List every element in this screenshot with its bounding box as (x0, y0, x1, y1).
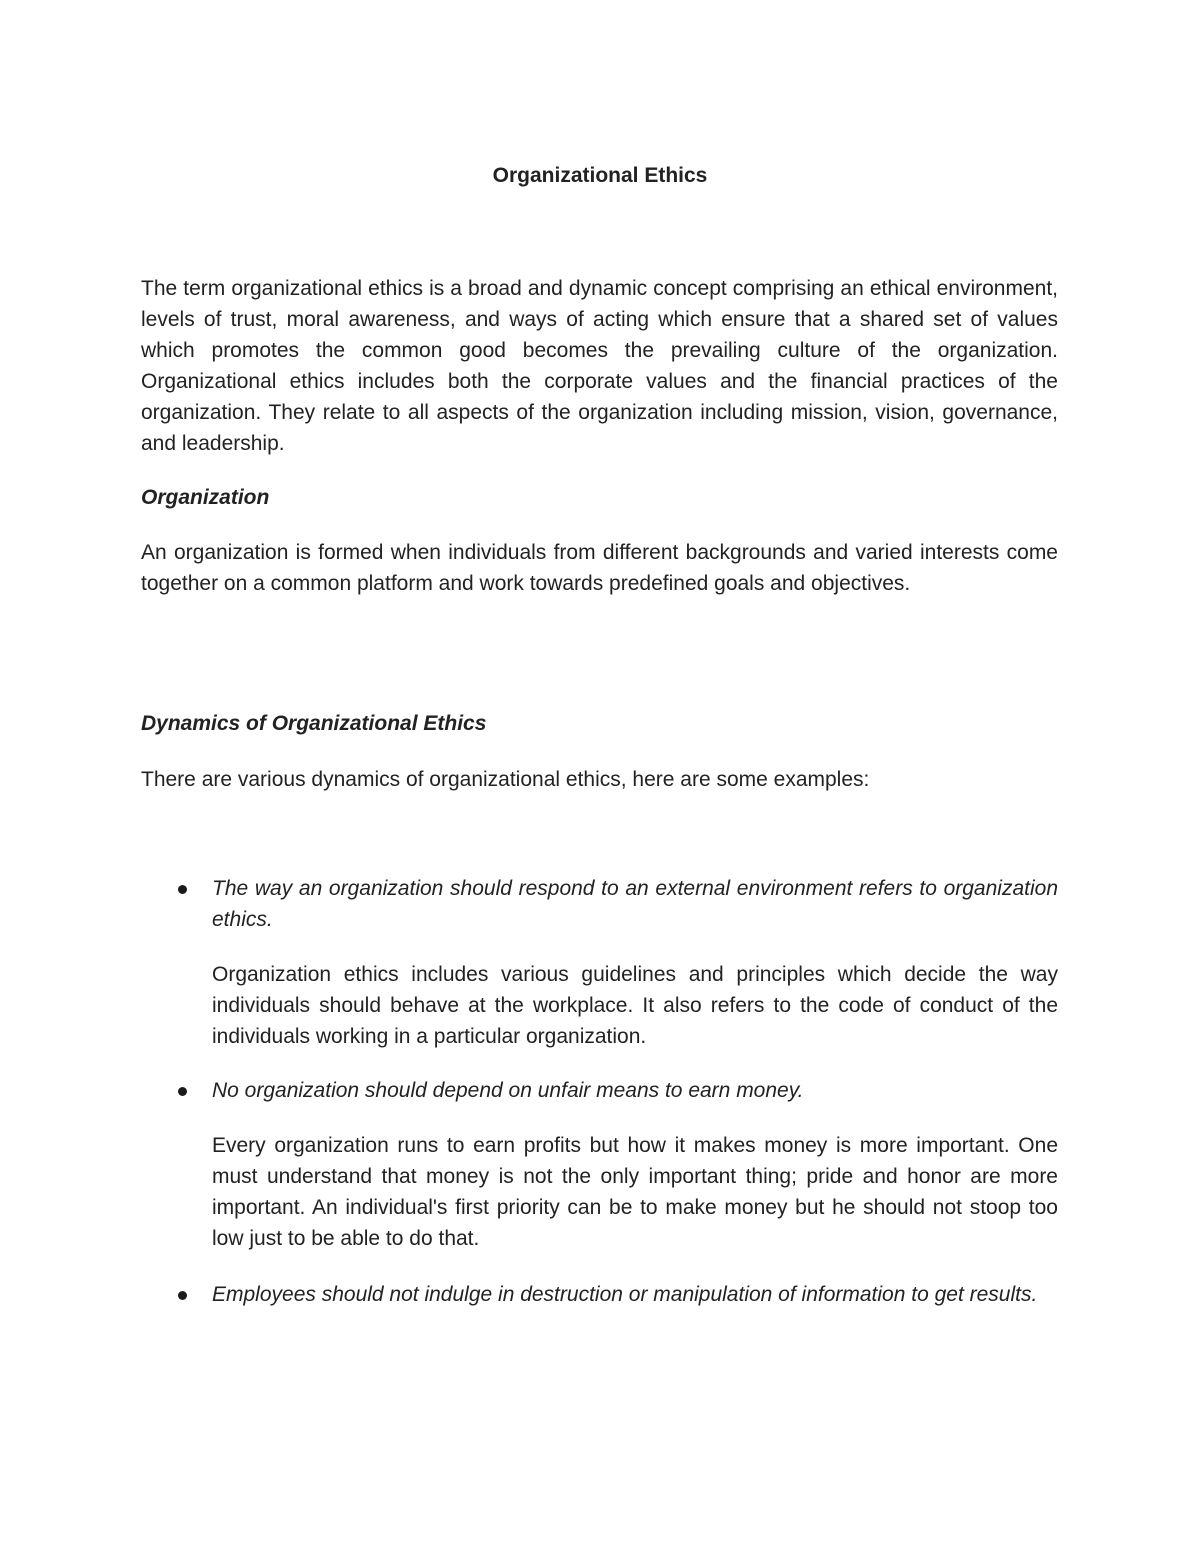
organization-paragraph: An organization is formed when individuals from different backgrounds and varied interests come together on a common platform and work towards predefined goals and objectives. (141, 541, 1058, 595)
bullet-body-2: Every organization runs to earn profits but how it makes money is more important. One must understand that money is not the only important thing; pride and honor are more important. An individual's first priority can be to make money but he should not stoop too low just to be able to do that. (212, 1134, 1058, 1250)
bullet-title-3: Employees should not indulge in destruction or manipulation of information to get results. (212, 1283, 1038, 1306)
section-heading-organization: Organization (141, 486, 270, 509)
bullet-title-1: The way an organization should respond to an external environment refers to organization ethics. (212, 877, 1058, 931)
intro-paragraph: The term organizational ethics is a broad and dynamic concept comprising an ethical environment, levels of trust, moral awareness, and ways of acting which ensure that a shared set of values which promotes the common good becomes the prevailing culture of the organization. Organizational ethics includes both the corporate values and the financial practices of the organization. They relate to all aspects of the organization including mission, vision, governance, and leadership. (141, 277, 1058, 455)
bullet-icon (178, 885, 187, 894)
document-title: Organizational Ethics (492, 164, 708, 187)
section-heading-dynamics: Dynamics of Organizational Ethics (141, 712, 487, 735)
bullet-icon (178, 1087, 187, 1096)
bullet-icon (178, 1291, 187, 1300)
dynamics-intro-paragraph: There are various dynamics of organizational ethics, here are some examples: (141, 768, 870, 791)
bullet-body-1: Organization ethics includes various guidelines and principles which decide the way individuals should behave at the workplace. It also refers to the code of conduct of the individuals working in a particular organization. (212, 963, 1058, 1048)
bullet-title-2: No organization should depend on unfair means to earn money. (212, 1079, 804, 1102)
